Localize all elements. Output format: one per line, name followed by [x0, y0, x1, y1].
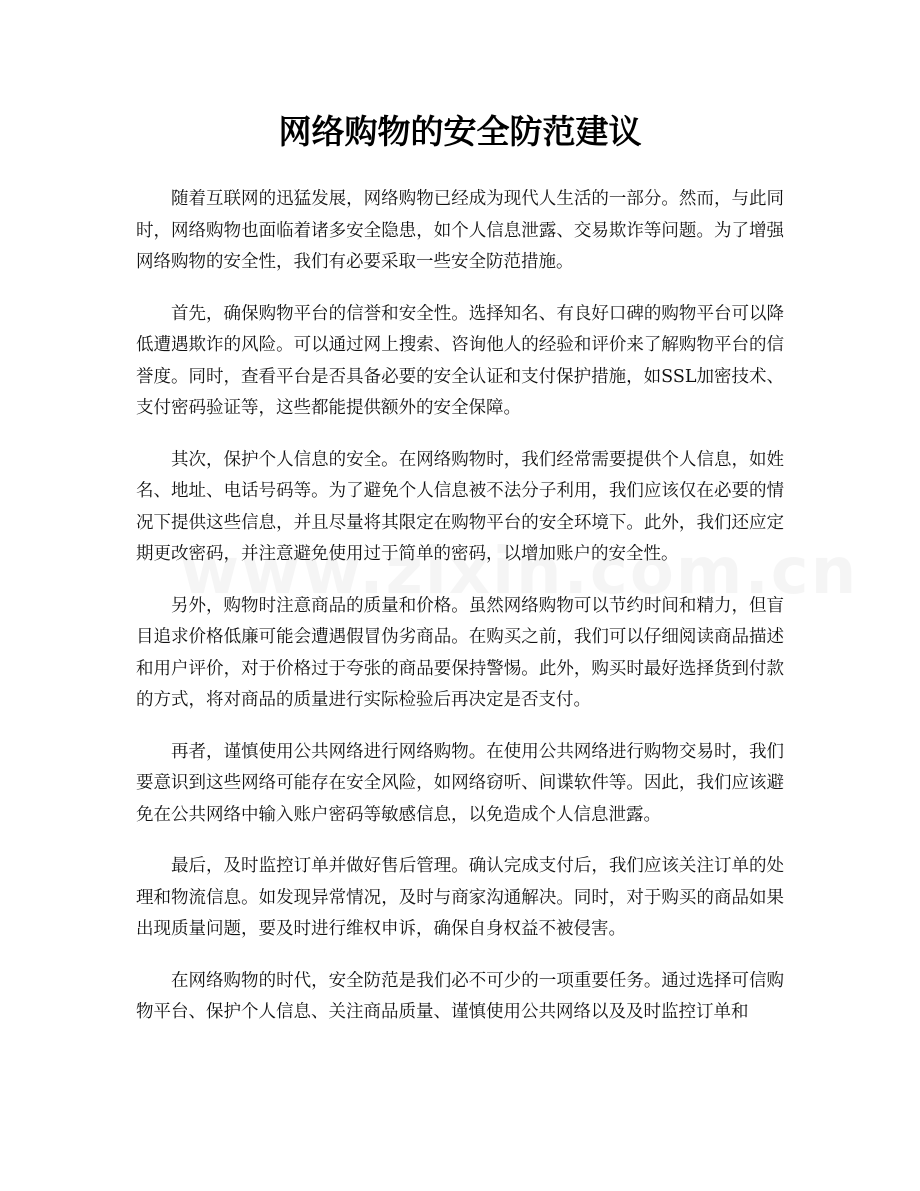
paragraph: 首先，确保购物平台的信誉和安全性。选择知名、有良好口碑的购物平台可以降低遭遇欺诈的风险。可以通过网上搜索、咨询他人的经验和评价来了解购物平台的信誉度。同时，查看平台是否具备必要的安全认证和支付保护措施，如SSL加密技术、支付密码验证等，这些都能提供额外的安全保障。 — [136, 303, 784, 418]
paragraph: 再者，谨慎使用公共网络进行网络购物。在使用公共网络进行购物交易时，我们要意识到这些网络可能存在安全风险，如网络窃听、间谍软件等。因此，我们应该避免在公共网络中输入账户密码等敏感信息，以免造成个人信息泄露。 — [136, 741, 784, 825]
paragraph: 在网络购物的时代，安全防范是我们必不可少的一项重要任务。通过选择可信购物平台、保护个人信息、关注商品质量、谨慎使用公共网络以及及时监控订单和 — [136, 970, 784, 1022]
document-body — [136, 184, 784, 1049]
paragraph: 其次，保护个人信息的安全。在网络购物时，我们经常需要提供个人信息，如姓名、地址、电话号码等。为了避免个人信息被不法分子利用，我们应该仅在必要的情况下提供这些信息，并且尽量将其限定在购物平台的安全环境下。此外，我们还应定期更改密码，并注意避免使用过于简单的密码，以增加账户的安全性。 — [136, 449, 784, 564]
document-title: 网络购物的安全防范建议 — [278, 112, 642, 151]
paragraph: 另外，购物时注意商品的质量和价格。虽然网络购物可以节约时间和精力，但盲目追求价格低廉可能会遭遇假冒伪劣商品。在购买之前，我们可以仔细阅读商品描述和用户评价，对于价格过于夸张的商品要保持警惕。此外，购买时最好选择货到付款的方式，将对商品的质量进行实际检验后再决定是否支付。 — [136, 595, 784, 710]
paragraph: 最后，及时监控订单并做好售后管理。确认完成支付后，我们应该关注订单的处理和物流信息。如发现异常情况，及时与商家沟通解决。同时，对于购买的商品如果出现质量问题，要及时进行维权申诉，确保自身权益不被侵害。 — [136, 856, 784, 939]
paragraph: 随着互联网的迅猛发展，网络购物已经成为现代人生活的一部分。然而，与此同时，网络购物也面临着诸多安全隐患，如个人信息泄露、交易欺诈等问题。为了增强网络购物的安全性，我们有必要采取一些安全防范措施。 — [136, 189, 784, 272]
